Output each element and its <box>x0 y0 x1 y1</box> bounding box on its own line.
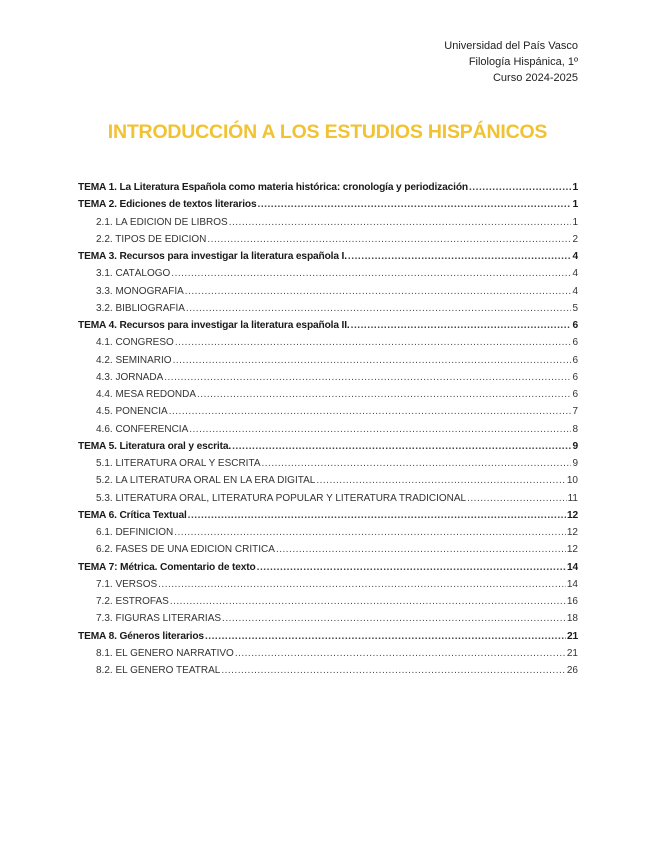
toc-entry-label: 6.1. DEFINICIÓN <box>96 527 174 538</box>
toc-page-number: 9 <box>572 458 578 469</box>
toc-page-number: 4 <box>572 268 578 280</box>
toc-dot-leader <box>257 199 571 210</box>
toc-page-number: 16 <box>566 596 578 607</box>
toc-page-number: 6 <box>572 354 578 366</box>
toc-page-number: 4 <box>572 285 578 297</box>
toc-subsection-entry[interactable] <box>78 458 578 475</box>
toc-dot-leader <box>170 596 566 607</box>
toc-subsection-entry[interactable] <box>78 406 578 423</box>
toc-entry-label: 8.2. EL GÉNERO TEATRAL <box>96 665 221 676</box>
toc-page-number: 21 <box>566 647 578 659</box>
toc-section-entry[interactable] <box>78 251 578 268</box>
toc-dot-leader <box>186 303 572 314</box>
toc-entry-label: 4.5. PONENCIA <box>96 406 168 418</box>
toc-entry-label: TEMA 2. Ediciones de textos literarios <box>78 199 257 211</box>
toc-section-entry[interactable] <box>78 562 578 579</box>
toc-page-number: 9 <box>572 440 578 452</box>
toc-dot-leader <box>174 527 566 538</box>
toc-dot-leader <box>175 337 572 348</box>
toc-dot-leader <box>197 389 571 400</box>
toc-entry-label: TEMA 8. Géneros literarios <box>78 630 204 642</box>
toc-subsection-entry[interactable] <box>78 337 578 354</box>
toc-page-number: 4 <box>572 251 578 262</box>
toc-subsection-entry[interactable] <box>78 493 578 510</box>
toc-dot-leader <box>316 475 566 486</box>
document-header <box>444 38 578 86</box>
toc-page-number: 6 <box>572 337 578 349</box>
toc-dot-leader <box>207 234 571 245</box>
toc-entry-label: 4.4. MESA REDONDA <box>96 389 197 400</box>
toc-entry-label: 4.3. JORNADA <box>96 371 164 383</box>
toc-page-number: 1 <box>572 199 578 211</box>
toc-subsection-entry[interactable] <box>78 596 578 613</box>
document-title: INTRODUCCIÓN A LOS ESTUDIOS HISPÁNICOS <box>107 121 548 143</box>
toc-dot-leader <box>467 493 567 504</box>
toc-dot-leader <box>158 579 566 590</box>
toc-page-number: 6 <box>572 371 578 383</box>
toc-dot-leader <box>262 458 572 469</box>
toc-dot-leader <box>221 665 566 676</box>
toc-page-number: 26 <box>566 665 578 676</box>
toc-entry-label: 5.2. LA LITERATURA ORAL EN LA ERA DIGITAL <box>96 475 316 487</box>
toc-subsection-entry[interactable] <box>78 217 578 234</box>
toc-dot-leader <box>205 631 566 642</box>
toc-section-entry[interactable] <box>78 441 578 458</box>
toc-page-number: 14 <box>566 578 578 590</box>
toc-entry-label: TEMA 1. La Literatura Española como materia histórica: cronología y periodización <box>78 182 468 193</box>
toc-dot-leader <box>169 406 572 417</box>
toc-entry-label: 3.1. CATÁLOGO <box>96 268 171 280</box>
toc-entry-label: 5.3. LITERATURA ORAL, LITERATURA POPULAR Y LITERATURA TRADICIONAL <box>96 492 467 504</box>
toc-entry-label: TEMA 4. Recursos para investigar la literatura española II. <box>78 320 350 331</box>
toc-page-number: 7 <box>572 406 578 418</box>
toc-dot-leader <box>229 217 572 228</box>
toc-entry-label: 4.2. SEMINARIO <box>96 354 172 366</box>
toc-dot-leader <box>222 613 566 624</box>
toc-dot-leader <box>189 424 571 435</box>
toc-dot-leader <box>171 268 571 279</box>
toc-entry-label: 7.1. VERSOS <box>96 578 158 590</box>
toc-section-entry[interactable] <box>78 320 578 337</box>
toc-entry-label: 7.2. ESTROFAS <box>96 596 169 607</box>
toc-dot-leader <box>351 320 572 331</box>
toc-subsection-entry[interactable] <box>78 527 578 544</box>
toc-page-number: 11 <box>567 492 578 504</box>
toc-page-number: 10 <box>566 475 578 487</box>
toc-page-number: 6 <box>572 389 578 400</box>
table-of-contents <box>78 182 578 682</box>
toc-dot-leader <box>232 441 571 452</box>
toc-dot-leader <box>257 562 566 573</box>
degree-name: Filología Hispánica, 1º <box>468 56 578 68</box>
toc-entry-label: TEMA 3. Recursos para investigar la literatura española I. <box>78 251 347 262</box>
toc-subsection-entry[interactable] <box>78 648 578 665</box>
toc-entry-label: 4.6. CONFERENCIA <box>96 423 189 435</box>
toc-page-number: 5 <box>572 302 578 314</box>
toc-page-number: 18 <box>566 613 578 625</box>
toc-entry-label: 5.1. LITERATURA ORAL Y ESCRITA <box>96 458 261 469</box>
toc-subsection-entry[interactable] <box>78 372 578 389</box>
toc-entry-label: 2.2. TIPOS DE EDICIÓN <box>96 233 207 245</box>
toc-page-number: 8 <box>572 423 578 435</box>
toc-page-number: 12 <box>566 509 578 521</box>
toc-entry-label: 4.1. CONGRESO <box>96 337 174 349</box>
course-year: Curso 2024-2025 <box>492 72 578 84</box>
toc-page-number: 12 <box>566 527 578 538</box>
toc-entry-label: TEMA 6. Crítica Textual <box>78 509 187 521</box>
toc-dot-leader <box>188 510 566 521</box>
toc-entry-label: 8.1. EL GÉNERO NARRATIVO <box>96 647 234 659</box>
toc-subsection-entry[interactable] <box>78 389 578 406</box>
toc-dot-leader <box>185 286 572 297</box>
toc-subsection-entry[interactable] <box>78 544 578 561</box>
toc-dot-leader <box>164 372 571 383</box>
toc-page-number: 6 <box>572 320 578 331</box>
toc-subsection-entry[interactable] <box>78 579 578 596</box>
toc-subsection-entry[interactable] <box>78 268 578 285</box>
toc-subsection-entry[interactable] <box>78 475 578 492</box>
toc-page-number: 12 <box>566 544 578 556</box>
toc-page-number: 1 <box>572 216 578 228</box>
toc-section-entry[interactable] <box>78 199 578 216</box>
toc-dot-leader <box>348 251 572 262</box>
toc-section-entry[interactable] <box>78 182 578 199</box>
toc-page-number: 1 <box>572 182 578 193</box>
toc-dot-leader <box>276 544 566 555</box>
toc-page-number: 14 <box>566 561 578 573</box>
toc-subsection-entry[interactable] <box>78 665 578 682</box>
toc-entry-label: 7.3. FIGURAS LITERARIAS <box>96 613 222 625</box>
toc-entry-label: 3.2. BIBLIOGRAFÍA <box>96 302 185 314</box>
university-name: Universidad del País Vasco <box>444 40 578 52</box>
toc-dot-leader <box>235 648 566 659</box>
toc-entry-label: TEMA 5. Literatura oral y escrita. <box>78 440 232 452</box>
toc-subsection-entry[interactable] <box>78 234 578 251</box>
toc-page-number: 21 <box>566 630 578 642</box>
toc-subsection-entry[interactable] <box>78 355 578 372</box>
toc-section-entry[interactable] <box>78 631 578 648</box>
toc-subsection-entry[interactable] <box>78 286 578 303</box>
toc-entry-label: 3.3. MONOGRAFÍA <box>96 285 184 297</box>
toc-subsection-entry[interactable] <box>78 424 578 441</box>
toc-subsection-entry[interactable] <box>78 303 578 320</box>
toc-page-number: 2 <box>572 233 578 245</box>
toc-entry-label: TEMA 7: Métrica. Comentario de texto <box>78 561 256 573</box>
toc-subsection-entry[interactable] <box>78 613 578 630</box>
toc-entry-label: 2.1. LA EDICIÓN DE LIBROS <box>96 216 228 228</box>
toc-entry-label: 6.2. FASES DE UNA EDICIÓN CRÍTICA <box>96 544 275 556</box>
toc-section-entry[interactable] <box>78 510 578 527</box>
toc-dot-leader <box>173 355 572 366</box>
toc-dot-leader <box>469 182 572 193</box>
